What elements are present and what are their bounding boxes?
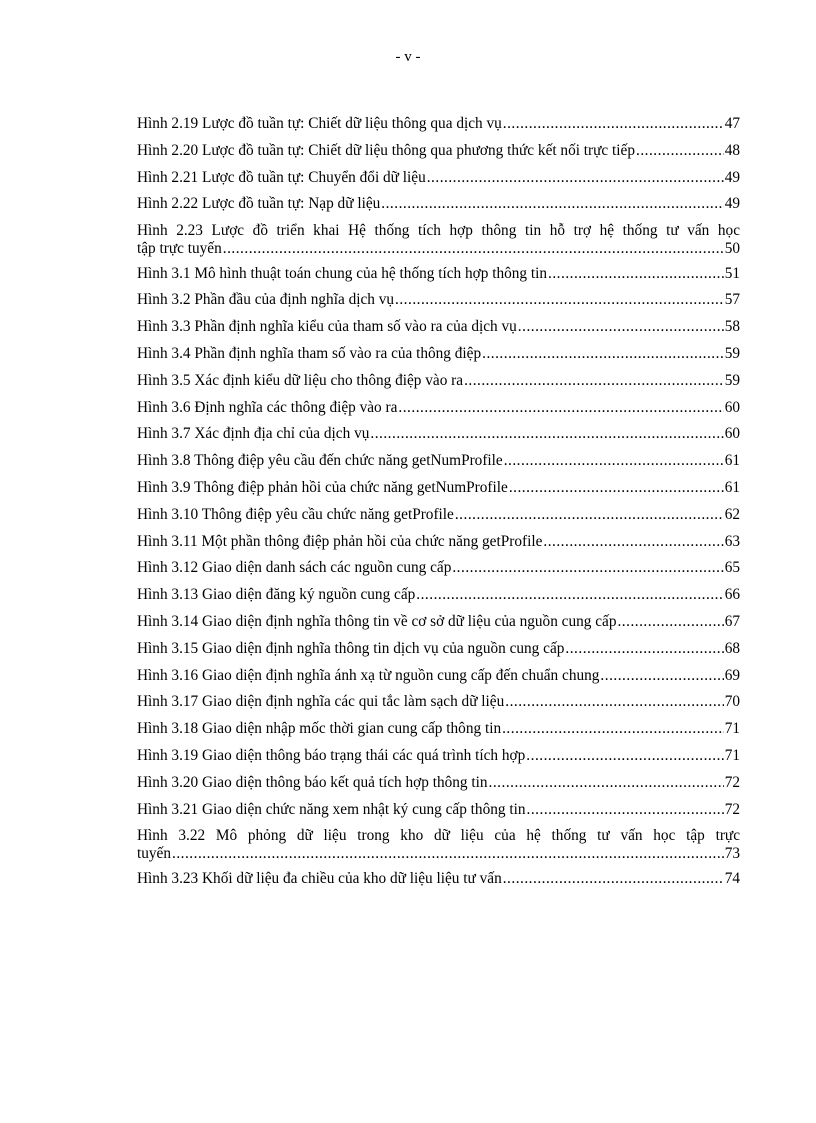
dot-leader (509, 478, 724, 498)
toc-entry-page: 70 (724, 693, 740, 711)
toc-entry-title: Hình 3.2 Phần đầu của định nghĩa dịch vụ (137, 291, 395, 309)
toc-entry-page: 60 (724, 398, 740, 416)
toc-entry-title: Hình 3.12 Giao diện danh sách các nguồn cung cấp (137, 559, 452, 577)
toc-entry-line (137, 505, 740, 525)
toc-entry-page: 62 (724, 505, 740, 523)
toc-entry-line (137, 639, 740, 659)
toc-entry-line (137, 800, 740, 820)
dot-leader (381, 194, 723, 214)
dot-leader (565, 639, 723, 659)
toc-entry-line (137, 532, 740, 552)
dot-leader (452, 558, 723, 578)
dot-leader (502, 719, 724, 739)
toc-entry-title: Hình 3.11 Một phần thông điệp phản hồi của chức năng getProfile (137, 532, 543, 550)
toc-entry (137, 194, 740, 214)
toc-entry (137, 558, 740, 578)
toc-entry-page: 65 (724, 559, 740, 577)
toc-entry (137, 869, 740, 889)
toc-entry (137, 692, 740, 712)
dot-leader (600, 666, 723, 686)
dot-leader (370, 424, 723, 444)
toc-entry-title: Hình 2.20 Lược đồ tuần tự: Chiết dữ liệu thông qua phương thức kết nối trực tiếp (137, 141, 635, 159)
toc-entry-page: 63 (724, 532, 740, 550)
toc-entry-title: Hình 2.21 Lược đồ tuần tự: Chuyển đổi dữ liệu (137, 168, 426, 186)
toc-entry (137, 114, 740, 134)
toc-entry-title: Hình 3.3 Phần định nghĩa kiểu của tham số vào ra của dịch vụ (137, 318, 517, 336)
dot-leader (518, 317, 724, 337)
toc-entry-line (137, 290, 740, 310)
toc-entry (137, 612, 740, 632)
toc-entry-line (137, 398, 740, 418)
toc-entry (137, 639, 740, 659)
toc-entry-page: 49 (724, 168, 740, 186)
toc-entry-title: Hình 3.13 Giao diện đăng ký nguồn cung cấp (137, 586, 416, 604)
dot-leader (503, 869, 724, 889)
toc-entry-title: tuyến (137, 845, 171, 863)
toc-entry (137, 505, 740, 525)
toc-entry-page: 73 (724, 845, 740, 863)
dot-leader (464, 371, 724, 391)
toc-entry-line (137, 240, 740, 257)
toc-entry-page: 69 (724, 666, 740, 684)
toc-entry-line (137, 168, 740, 188)
toc-entry-line (137, 424, 740, 444)
toc-entry-line (137, 194, 740, 214)
toc-entry-title: Hình 3.7 Xác định địa chỉ của dịch vụ (137, 425, 370, 443)
toc-entry-title: Hình 3.1 Mô hình thuật toán chung của hệ thống tích hợp thông tin (137, 264, 548, 282)
toc-entry-page: 67 (724, 613, 740, 631)
toc-entry-title: Hình 3.17 Giao diện định nghĩa các qui tắc làm sạch dữ liệu (137, 693, 505, 711)
toc-entry (137, 746, 740, 766)
toc-entry-page: 57 (724, 291, 740, 309)
toc-entry-title: Hình 3.23 Khối dữ liệu đa chiều của kho dữ liệu liệu tư vấn (137, 869, 502, 887)
toc-entry-line (137, 317, 740, 337)
dot-leader (416, 585, 723, 605)
toc-entry-title: tập trực tuyến (137, 240, 222, 258)
dot-leader (636, 141, 724, 161)
toc-entry (137, 221, 740, 257)
dot-leader (543, 532, 723, 552)
toc-entry (137, 666, 740, 686)
toc-entry-page: 60 (724, 425, 740, 443)
toc-entry-line (137, 141, 740, 161)
dot-leader (395, 290, 724, 310)
toc-entry-title: Hình 3.18 Giao diện nhập mốc thời gian cung cấp thông tin (137, 720, 502, 738)
toc-entry-line (137, 558, 740, 578)
toc-entry-title: Hình 3.14 Giao diện định nghĩa thông tin về cơ sở dữ liệu của nguồn cung cấp (137, 613, 617, 631)
dot-leader (617, 612, 723, 632)
toc-entry-title: Hình 3.6 Định nghĩa các thông điệp vào ra (137, 398, 398, 416)
toc-entry-line (137, 719, 740, 739)
toc-entry (137, 773, 740, 793)
toc-entry (137, 168, 740, 188)
toc-entry (137, 398, 740, 418)
dot-leader (548, 264, 724, 284)
toc-entry-title: Hình 3.16 Giao diện định nghĩa ánh xạ từ nguồn cung cấp đến chuẩn chung (137, 666, 600, 684)
toc-entry-line (137, 114, 740, 134)
toc-entry-line (137, 585, 740, 605)
dot-leader (505, 692, 723, 712)
list-of-figures (137, 114, 740, 896)
dot-leader (398, 398, 723, 418)
toc-entry-line (137, 371, 740, 391)
toc-entry (137, 826, 740, 862)
dot-leader (427, 168, 724, 188)
toc-entry-page: 68 (724, 639, 740, 657)
toc-entry-title: Hình 3.15 Giao diện định nghĩa thông tin dịch vụ của nguồn cung cấp (137, 639, 565, 657)
dot-leader (223, 240, 724, 257)
toc-entry (137, 264, 740, 284)
toc-entry-line (137, 746, 740, 766)
dot-leader (482, 344, 724, 364)
toc-entry-line (137, 666, 740, 686)
toc-entry-page: 50 (724, 240, 740, 258)
toc-entry-page: 71 (724, 747, 740, 765)
toc-entry (137, 532, 740, 552)
toc-entry-line (137, 344, 740, 364)
toc-entry-title: Hình 3.10 Thông điệp yêu cầu chức năng getProfile (137, 505, 454, 523)
toc-entry (137, 290, 740, 310)
toc-entry-line (137, 478, 740, 498)
toc-entry-page: 66 (724, 586, 740, 604)
dot-leader (503, 114, 724, 134)
toc-entry-page: 51 (724, 264, 740, 282)
toc-entry (137, 141, 740, 161)
toc-entry-page: 49 (724, 195, 740, 213)
page-number: - v - (395, 49, 421, 65)
toc-entry-page: 61 (724, 452, 740, 470)
toc-entry-page: 72 (724, 800, 740, 818)
toc-entry-line (137, 451, 740, 471)
toc-entry (137, 719, 740, 739)
toc-entry-page: 58 (724, 318, 740, 336)
toc-entry-title: Hình 3.19 Giao diện thông báo trạng thái các quá trình tích hợp (137, 747, 526, 765)
toc-entry-title: Hình 3.20 Giao diện thông báo kết quả tích hợp thông tin (137, 773, 488, 791)
dot-leader (172, 845, 724, 862)
toc-entry-page: 71 (724, 720, 740, 738)
toc-entry (137, 585, 740, 605)
toc-entry (137, 800, 740, 820)
toc-entry-page: 59 (724, 371, 740, 389)
toc-entry (137, 451, 740, 471)
toc-entry-line (137, 845, 740, 862)
toc-entry-title: Hình 2.22 Lược đồ tuần tự: Nạp dữ liệu (137, 195, 381, 213)
toc-entry-line (137, 612, 740, 632)
dot-leader (489, 773, 724, 793)
toc-entry-page: 72 (724, 773, 740, 791)
toc-entry-line (137, 773, 740, 793)
toc-entry-title: Hình 3.9 Thông điệp phản hồi của chức năng getNumProfile (137, 479, 508, 497)
toc-entry (137, 344, 740, 364)
toc-entry-page: 47 (724, 115, 740, 132)
toc-entry-title: Hình 2.19 Lược đồ tuần tự: Chiết dữ liệu thông qua dịch vụ (137, 115, 502, 132)
toc-entry-line (137, 692, 740, 712)
dot-leader (527, 800, 724, 820)
toc-entry-line (137, 264, 740, 284)
toc-entry-page: 61 (724, 479, 740, 497)
toc-entry-title: Hình 3.8 Thông điệp yêu cầu đến chức năng getNumProfile (137, 452, 503, 470)
toc-entry-line (137, 869, 740, 889)
toc-entry-page: 48 (724, 141, 740, 159)
toc-entry (137, 371, 740, 391)
toc-entry-page: 59 (724, 345, 740, 363)
toc-entry-title: Hình 3.21 Giao diện chức năng xem nhật ký cung cấp thông tin (137, 800, 526, 818)
dot-leader (526, 746, 723, 766)
toc-entry (137, 478, 740, 498)
toc-entry-page: 74 (724, 869, 740, 887)
toc-entry-title-line1: Hình 2.23 Lược đồ triển khai Hệ thống tích hợp thông tin hỗ trợ hệ thống tư vấn học (137, 222, 740, 240)
toc-entry-title: Hình 3.4 Phần định nghĩa tham số vào ra của thông điệp (137, 345, 482, 363)
dot-leader (504, 451, 724, 471)
toc-entry-title: Hình 3.5 Xác định kiểu dữ liệu cho thông điệp vào ra (137, 371, 464, 389)
toc-entry (137, 424, 740, 444)
toc-entry-title-line1: Hình 3.22 Mô phỏng dữ liệu trong kho dữ liệu của hệ thống tư vấn học tập trực (137, 827, 740, 845)
dot-leader (455, 505, 724, 525)
toc-entry (137, 317, 740, 337)
